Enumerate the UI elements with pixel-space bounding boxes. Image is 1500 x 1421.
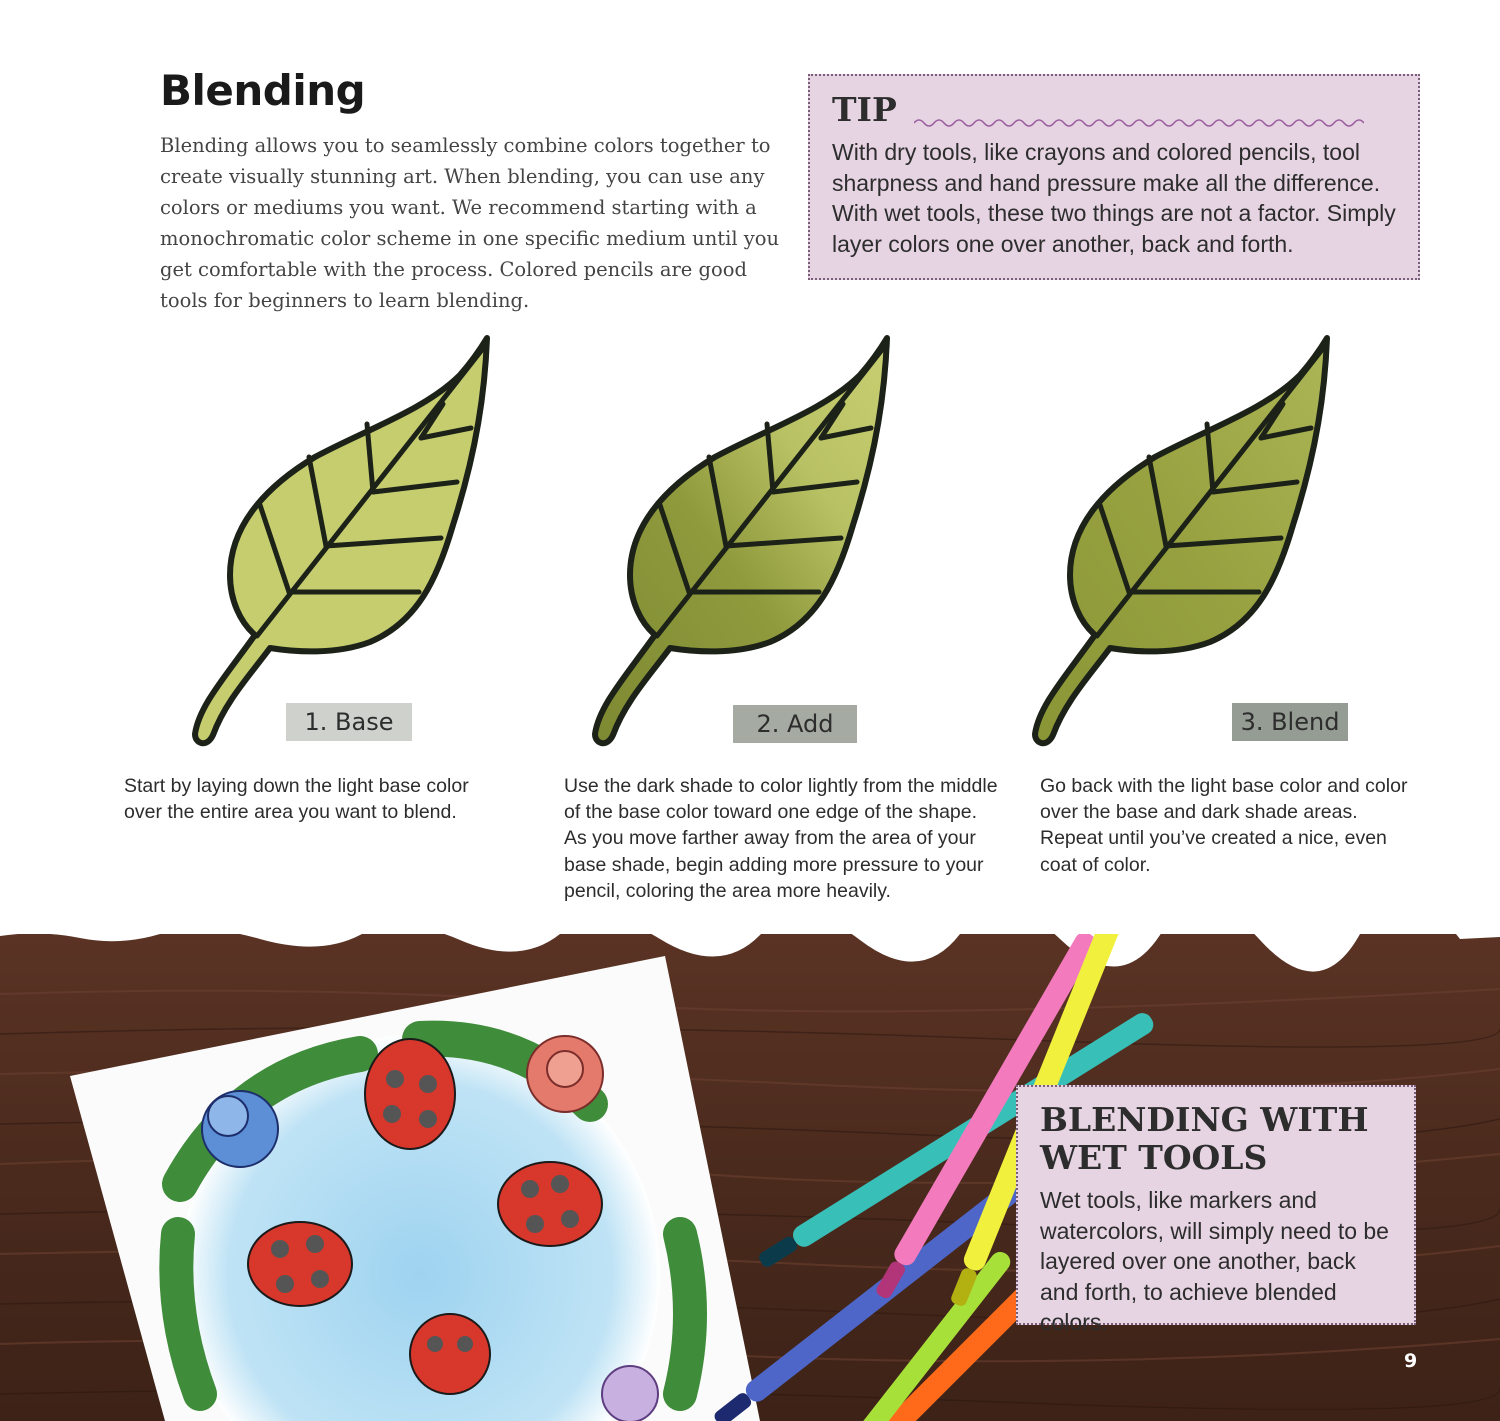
step-description-add: Use the dark shade to color lightly from the middle of the base color toward one edge of the shape. As you move farther away from the area of your base shade, begin adding more pressure to your pencil, coloring the area more heavily. (564, 775, 998, 902)
wet-tools-title: BLENDING WITH WET TOOLS (1040, 1100, 1369, 1177)
wavy-divider-icon (914, 116, 1364, 130)
step-description-blend: Go back with the light base color and color over the base and dark shade areas. Repeat until you’ve created a nice, even coat of color. (1040, 775, 1408, 876)
tip-body: With dry tools, like crayons and colored pencils, tool sharpness and hand pressure make all the difference. With wet tools, these two things are not a factor. Simply layer colors one over another, back and forth. (832, 139, 1396, 257)
leaf-base-illustration (185, 330, 505, 750)
step-description-base: Start by laying down the light base color over the entire area you want to blend. (124, 775, 469, 824)
page-number: 9 (1404, 1350, 1418, 1372)
page-title: Blending (160, 66, 366, 115)
leaf-add-illustration (585, 330, 905, 750)
step-label-base: 1. Base (286, 703, 412, 741)
tip-title: TIP (832, 90, 897, 129)
wet-tools-body: Wet tools, like markers and watercolors, will simply need to be layered over one another, back and forth, to achieve blended colors. (1040, 1187, 1389, 1335)
intro-paragraph: Blending allows you to seamlessly combine colors together to create visually stunning art. When blending, you can use any colors or mediums you want. We recommend starting with a monochromatic color scheme in one specific medium until you get comfortable with the process. Colored pencils are good tools for beginners to learn blending. (160, 134, 780, 312)
tip-box (808, 74, 1420, 280)
step-label-blend: 3. Blend (1232, 703, 1348, 741)
wet-tools-box (1016, 1085, 1416, 1335)
step-label-add: 2. Add (733, 705, 857, 743)
leaf-blend-illustration (1025, 330, 1345, 750)
